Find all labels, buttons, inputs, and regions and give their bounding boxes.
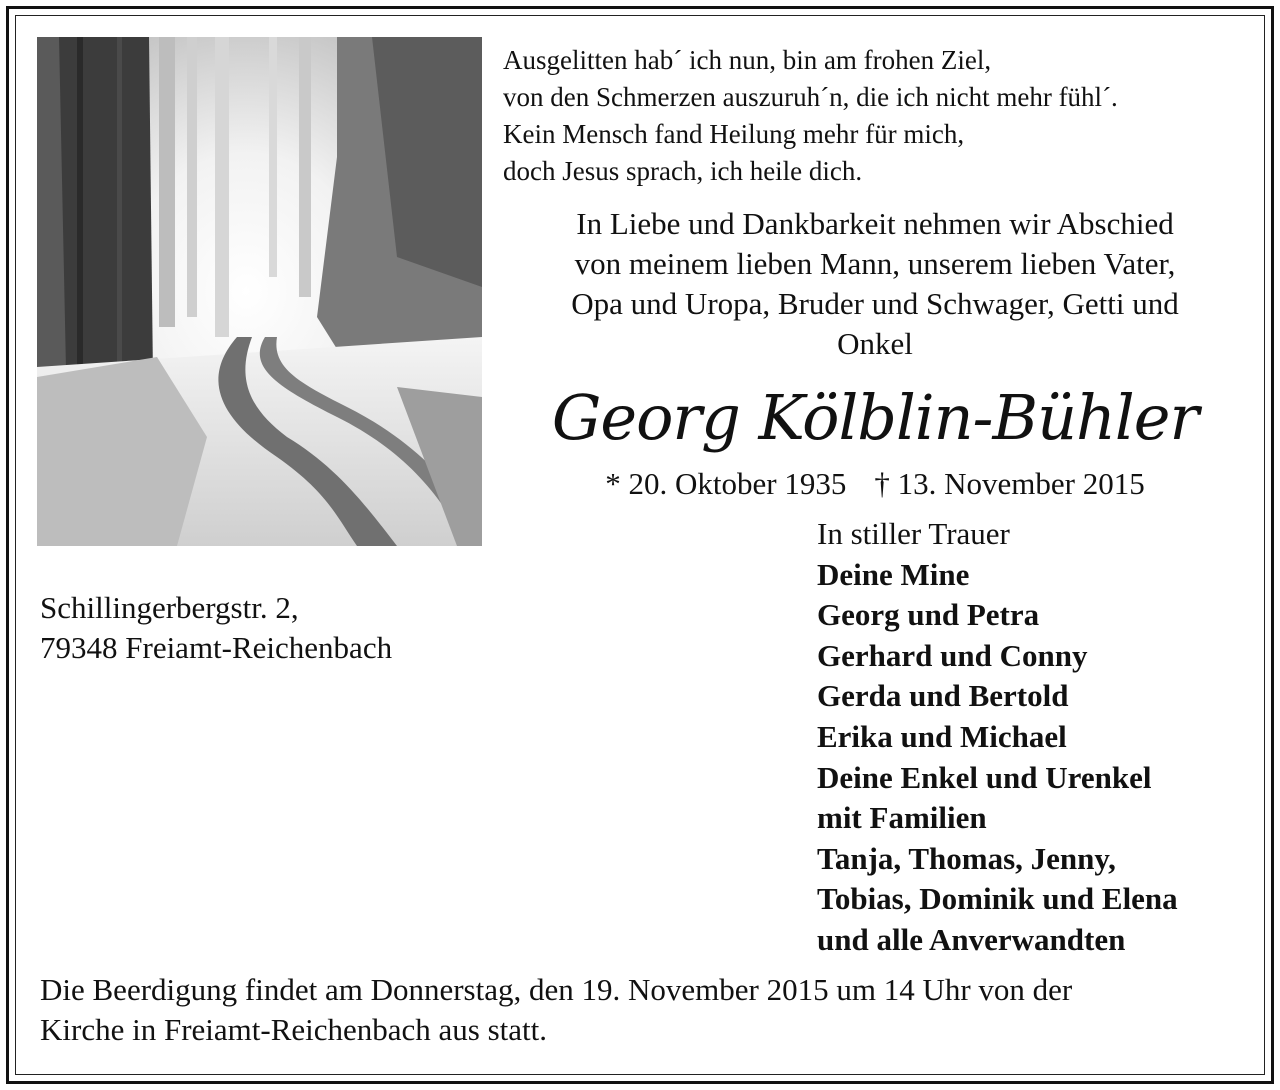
life-dates [500, 464, 1250, 504]
mourners-intro: In stiller Trauer [817, 516, 1010, 551]
address-city: 79348 Freiamt-Reichenbach [40, 630, 393, 665]
verse [503, 42, 1263, 190]
mourner-name: Deine Mine [817, 556, 970, 592]
mourners-list [817, 514, 1257, 961]
mourner-name: Georg und Petra [817, 597, 1040, 633]
mourner-name: Deine Enkel und Urenkel [817, 759, 1152, 795]
verse-line: Kein Mensch fand Heilung mehr für mich, [503, 119, 965, 149]
death-date: † 13. November 2015 [874, 466, 1145, 501]
mourner-name: Tanja, Thomas, Jenny, [817, 840, 1116, 876]
birth-date: * 20. Oktober 1935 [605, 466, 847, 501]
deceased-name: Georg Kölblin-Bühler [551, 381, 1199, 454]
funeral-notice [40, 970, 1240, 1050]
address [40, 588, 490, 668]
farewell-line: von meinem lieben Mann, unserem lieben Vater, [574, 246, 1176, 281]
verse-line: von den Schmerzen auszuruh´n, die ich nicht mehr fühl´. [503, 82, 1118, 112]
verse-line: Ausgelitten hab´ ich nun, bin am frohen Ziel, [503, 45, 992, 75]
forest-path-photo [37, 37, 482, 546]
mourner-name: Gerda und Bertold [817, 678, 1069, 714]
mourner-name: Gerhard und Conny [817, 637, 1088, 673]
mourner-name: Erika und Michael [817, 718, 1067, 754]
farewell-line: Opa und Uropa, Bruder und Schwager, Getti und [571, 286, 1179, 321]
address-street: Schillingerbergstr. 2, [40, 590, 299, 625]
mourner-name: Tobias, Dominik und Elena [817, 881, 1178, 917]
funeral-line: Kirche in Freiamt-Reichenbach aus statt. [40, 1012, 548, 1047]
funeral-line: Die Beerdigung findet am Donnerstag, den 19. November 2015 um 14 Uhr von der [40, 972, 1073, 1007]
farewell-text [500, 204, 1250, 364]
mourner-name: und alle Anverwandten [817, 921, 1126, 957]
farewell-line: Onkel [837, 326, 913, 361]
farewell-line: In Liebe und Dankbarkeit nehmen wir Abschied [576, 206, 1174, 241]
verse-line: doch Jesus sprach, ich heile dich. [503, 156, 863, 186]
mourner-name: mit Familien [817, 800, 987, 836]
